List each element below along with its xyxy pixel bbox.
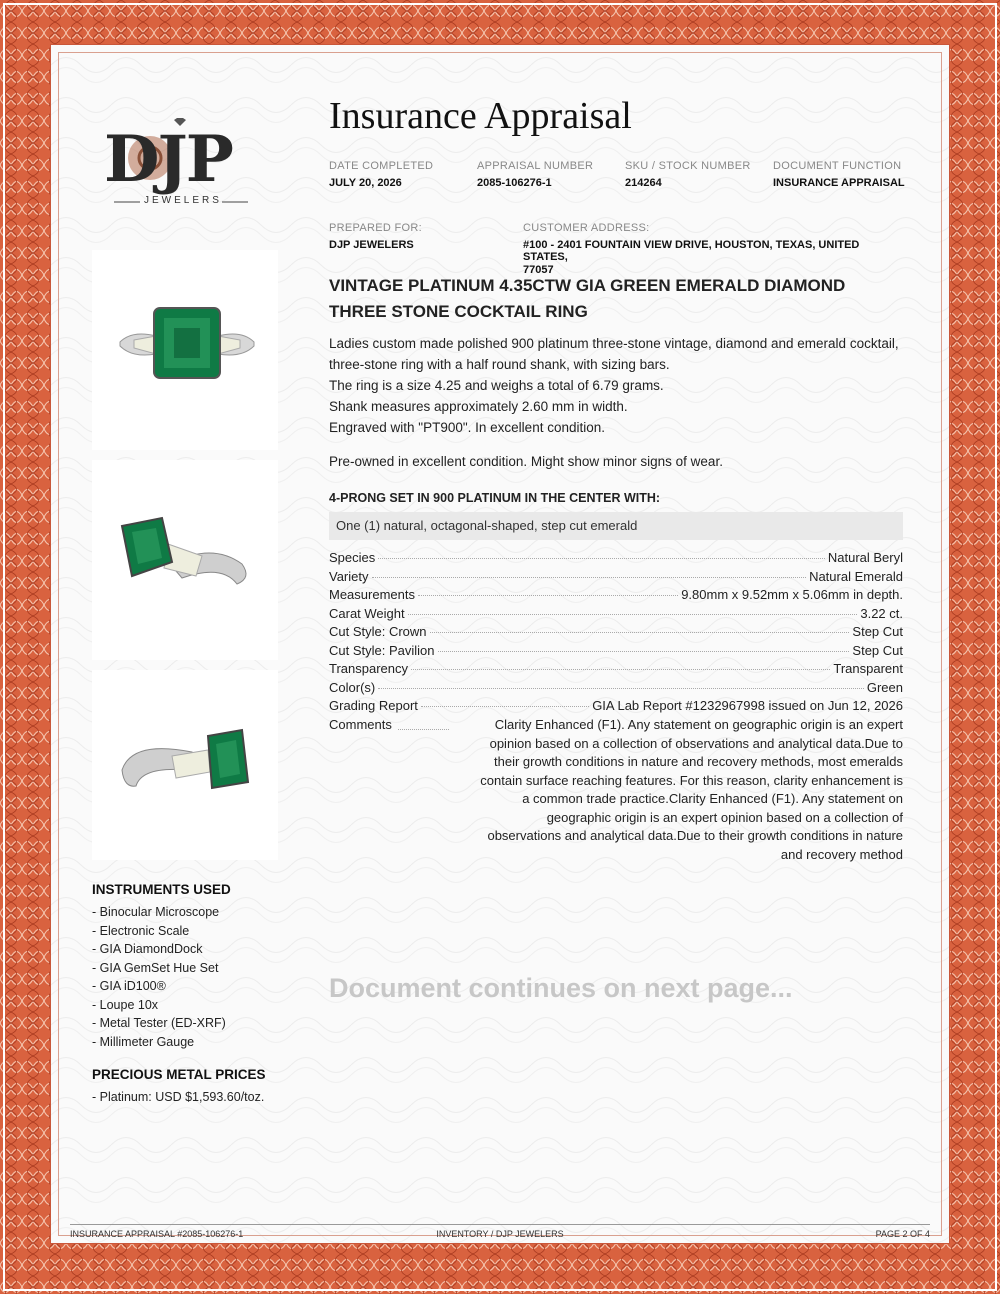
comments-text — [458, 716, 903, 864]
spec-value: Step Cut — [852, 642, 903, 658]
leader-dots — [418, 595, 678, 596]
comments-label-row — [329, 716, 459, 735]
spec-value: Natural Beryl — [827, 550, 903, 565]
instrument-item: - GIA DiamondDock — [92, 942, 203, 956]
metal-price-item: - Platinum: USD $1,593.60/toz. — [92, 1090, 265, 1104]
spec-label: Measurements — [329, 587, 415, 602]
meta-appraisal-number — [477, 160, 593, 189]
spec-row — [329, 697, 903, 716]
spec-row — [329, 586, 903, 605]
item-title-line1: VINTAGE PLATINUM 4.35CTW GIA GREEN EMERALD DIAMOND — [329, 276, 846, 295]
prepared-value: DJP JEWELERS — [329, 239, 414, 251]
instrument-item: - GIA GemSet Hue Set — [92, 960, 219, 975]
continue-note: Document continues on next page... — [329, 973, 793, 1003]
description-line: Shank measures approximately 2.60 mm in width. — [329, 399, 628, 414]
comment-line: Clarity Enhanced (F1). Any statement on geographic origin is an expert — [494, 717, 903, 732]
comment-line: contain surface reaching features. For this reason, clarity enhancement is — [480, 772, 903, 788]
footer-page-number: PAGE 2 OF 4 — [875, 1229, 930, 1239]
customer-address — [523, 222, 903, 276]
logo-tagline: JEWELERS — [144, 195, 222, 206]
ring-photo-angle — [92, 670, 278, 860]
item-title — [329, 273, 909, 325]
spec-label: Color(s) — [329, 679, 376, 695]
spec-row — [329, 549, 903, 568]
prepared-label: PREPARED FOR: — [329, 222, 422, 234]
item-description — [329, 333, 909, 438]
footer-center: INVENTORY / DJP JEWELERS — [436, 1229, 564, 1239]
instrument-item: - GIA iD100® — [92, 979, 166, 993]
ring-front-image — [92, 250, 278, 450]
instruments-heading: INSTRUMENTS USED — [92, 882, 231, 897]
setting-heading: 4-PRONG SET IN 900 PLATINUM IN THE CENTER WITH: — [329, 491, 661, 505]
instrument-item: - Millimeter Gauge — [92, 1034, 195, 1049]
meta-value: INSURANCE APPRAISAL — [773, 177, 905, 189]
logo-letters: DJP — [104, 122, 232, 197]
spec-row — [329, 568, 903, 587]
spec-value: 9.80mm x 9.52mm x 5.06mm in depth. — [681, 587, 903, 602]
spec-value: Step Cut — [852, 624, 903, 639]
spec-label: Cut Style: Crown — [329, 624, 427, 639]
comment-line: observations and analytical data.Due to their growth conditions in nature — [487, 828, 903, 843]
instruments-section — [92, 882, 312, 1051]
prepared-for — [329, 222, 422, 251]
meta-value: JULY 20, 2026 — [329, 177, 402, 189]
page-footer — [70, 1224, 930, 1239]
spec-row — [329, 605, 903, 624]
leader-dots — [378, 688, 864, 689]
spec-label: Transparency — [329, 661, 408, 676]
spec-value: GIA Lab Report #1232967998 issued on Jun 12, 2026 — [592, 698, 903, 713]
spec-label: Carat Weight — [329, 605, 405, 621]
spec-value: Green — [866, 679, 903, 695]
meta-label: DOCUMENT FUNCTION — [773, 160, 902, 172]
comment-line: their growth conditions in nature and recovery methods, most emeralds — [494, 754, 903, 769]
ring-photo-side — [92, 460, 278, 660]
spec-value: Transparent — [833, 661, 903, 676]
address-line1: #100 - 2401 FOUNTAIN VIEW DRIVE, HOUSTON, TEXAS, UNITED STATES, — [523, 239, 860, 263]
meta-value: 2085-106276-1 — [477, 177, 552, 189]
leader-dots — [398, 716, 449, 730]
instrument-item: - Loupe 10x — [92, 997, 159, 1012]
comment-line: and recovery method — [780, 846, 903, 862]
instruments-list — [92, 903, 312, 1051]
instrument-item: - Binocular Microscope — [92, 905, 220, 919]
meta-label: APPRAISAL NUMBER — [477, 160, 594, 172]
leader-dots — [430, 632, 850, 633]
meta-label: SKU / STOCK NUMBER — [625, 160, 751, 172]
leader-dots — [372, 577, 807, 578]
address-line2: 77057 — [523, 264, 554, 276]
meta-label: DATE COMPLETED — [329, 160, 434, 172]
leader-dots — [408, 614, 858, 615]
spec-row — [329, 660, 903, 679]
metal-prices-heading: PRECIOUS METAL PRICES — [92, 1067, 266, 1082]
meta-value: 214264 — [625, 177, 662, 189]
meta-sku — [625, 160, 751, 189]
leader-dots — [438, 651, 850, 652]
spec-row — [329, 642, 903, 661]
address-label: CUSTOMER ADDRESS: — [523, 222, 650, 234]
spec-value: Natural Emerald — [809, 568, 903, 584]
meta-date — [329, 160, 433, 189]
instrument-item: - Metal Tester (ED-XRF) — [92, 1016, 226, 1030]
comment-line: opinion based on a collection of observations and analytical data.Due to — [489, 735, 903, 751]
company-logo — [100, 118, 260, 213]
item-title-line2: THREE STONE COCKTAIL RING — [329, 302, 588, 321]
condition-note: Pre-owned in excellent condition. Might show minor signs of wear. — [329, 454, 723, 469]
spec-row — [329, 623, 903, 642]
document-title: Insurance Appraisal — [329, 95, 632, 137]
spec-table — [329, 549, 903, 719]
description-line: The ring is a size 4.25 and weighs a total of 6.79 grams. — [329, 378, 664, 393]
spec-label: Species — [329, 550, 376, 565]
comments-label: Comments — [329, 717, 392, 732]
spec-row — [329, 679, 903, 698]
spec-value: 3.22 ct. — [860, 605, 903, 621]
spec-label: Variety — [329, 568, 369, 584]
instrument-item: - Electronic Scale — [92, 923, 190, 938]
description-line: Engraved with "PT900". In excellent condition. — [329, 420, 605, 435]
ring-side-image — [92, 460, 278, 660]
leader-dots — [378, 558, 825, 559]
leader-dots — [411, 669, 830, 670]
ring-angle-image — [92, 670, 278, 860]
description-line: Ladies custom made polished 900 platinum three-stone vintage, diamond and emerald cocktail, — [329, 336, 899, 351]
meta-function — [773, 160, 905, 189]
comment-line: geographic origin is an expert opinion based on a collection of — [546, 809, 903, 825]
description-line: three-stone ring with a half round shank, with sizing bars. — [329, 357, 670, 372]
stone-description: One (1) natural, octagonal-shaped, step cut emerald — [329, 512, 903, 540]
ring-photo-front — [92, 250, 278, 450]
footer-left: INSURANCE APPRAISAL #2085-106276-1 — [70, 1229, 244, 1239]
spec-label: Cut Style: Pavilion — [329, 642, 435, 658]
comment-line: a common trade practice.Clarity Enhanced (F1). Any statement on — [522, 791, 903, 806]
spec-label: Grading Report — [329, 698, 418, 713]
metal-prices-section — [92, 1067, 312, 1107]
leader-dots — [421, 706, 589, 707]
